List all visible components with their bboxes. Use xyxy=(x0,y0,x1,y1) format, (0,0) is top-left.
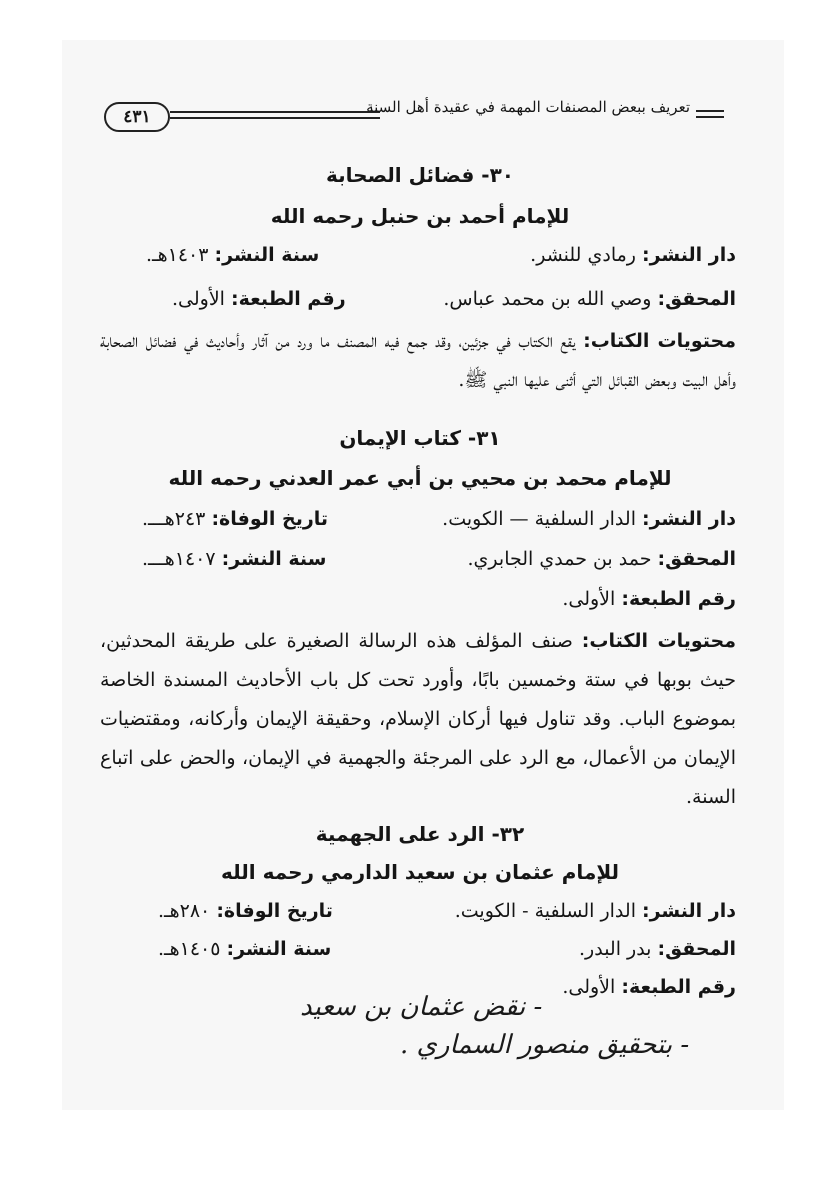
publisher: دار النشر: الدار السلفية — الكويت. xyxy=(442,508,736,530)
book-contents: محتويات الكتاب: يقع الكتاب في جزئين، وقد جمع فيه المصنف ما ورد من آثار وأحاديث في فضائل الصحابة وأهل البيت وبعض القبائل التي أثنى عليها النبي ﷺ. xyxy=(100,330,736,391)
publish-year: سنة النشر: ١٤٠٥هـ. xyxy=(158,938,332,960)
publish-year: سنة النشر: ١٤٠٣هـ. xyxy=(146,244,320,266)
publish-year: سنة النشر: ١٤٠٧هـــ. xyxy=(142,548,327,570)
page-number: ٤٣١ xyxy=(104,102,170,132)
editor: المحقق: وصي الله بن محمد عباس. xyxy=(443,288,736,310)
book-contents: محتويات الكتاب: صنف المؤلف هذه الرسالة الصغيرة على طريقة المحدثين، حيث بوبها في ستة وخمسين بابًا، وأورد تحت كل باب الأحاديث المسندة الخاصة بموضوع الباب. وقد تناول فيها أركان الإسلام، وحقيقة الإيمان وأركانه، ومقتضيات الإيمان من الأعمال، مع الرد على المرجئة والجهمية في الإيمان، والحض على اتباع السنة. xyxy=(100,630,736,808)
info-row xyxy=(100,244,736,282)
header-title: تعريف ببعض المصنفات المهمة في عقيدة أهل السنة xyxy=(366,98,690,116)
edition: رقم الطبعة: الأولى. xyxy=(562,976,736,998)
info-row xyxy=(100,548,736,586)
header-dash xyxy=(696,116,724,118)
editor: المحقق: حمد بن حمدي الجابري. xyxy=(467,548,736,570)
edition: رقم الطبعة: الأولى. xyxy=(562,588,736,610)
death-date: تاريخ الوفاة: ٢٨٠هـ. xyxy=(158,900,333,922)
publisher: دار النشر: الدار السلفية - الكويت. xyxy=(454,900,736,922)
running-header xyxy=(100,96,728,136)
info-row xyxy=(100,588,736,626)
section-title: ٣٠- فضائل الصحابة xyxy=(326,163,514,187)
section-author: للإمام عثمان بن سعيد الدارمي رحمه الله xyxy=(220,860,620,884)
header-rule xyxy=(170,117,380,119)
death-date: تاريخ الوفاة: ٢٤٣هـــ. xyxy=(142,508,329,530)
header-dash xyxy=(696,110,724,112)
edition: رقم الطبعة: الأولى. xyxy=(172,288,346,310)
section-author: للإمام أحمد بن حنبل رحمه الله xyxy=(270,204,570,228)
info-row xyxy=(100,900,736,938)
info-row xyxy=(100,938,736,976)
section-title: ٣٢- الرد على الجهمية xyxy=(315,822,525,846)
section-title: ٣١- كتاب الإيمان xyxy=(339,426,501,450)
handwritten-note: - بتحقيق منصور السماري . xyxy=(400,1030,690,1060)
handwritten-note: - نقض عثمان بن سعيد xyxy=(300,992,543,1022)
editor: المحقق: بدر البدر. xyxy=(579,938,736,960)
info-row xyxy=(100,288,736,326)
publisher: دار النشر: رمادي للنشر. xyxy=(530,244,736,266)
section-author: للإمام محمد بن محيي بن أبي عمر العدني رحمه الله xyxy=(168,466,672,490)
header-rule xyxy=(170,111,380,113)
info-row xyxy=(100,508,736,546)
